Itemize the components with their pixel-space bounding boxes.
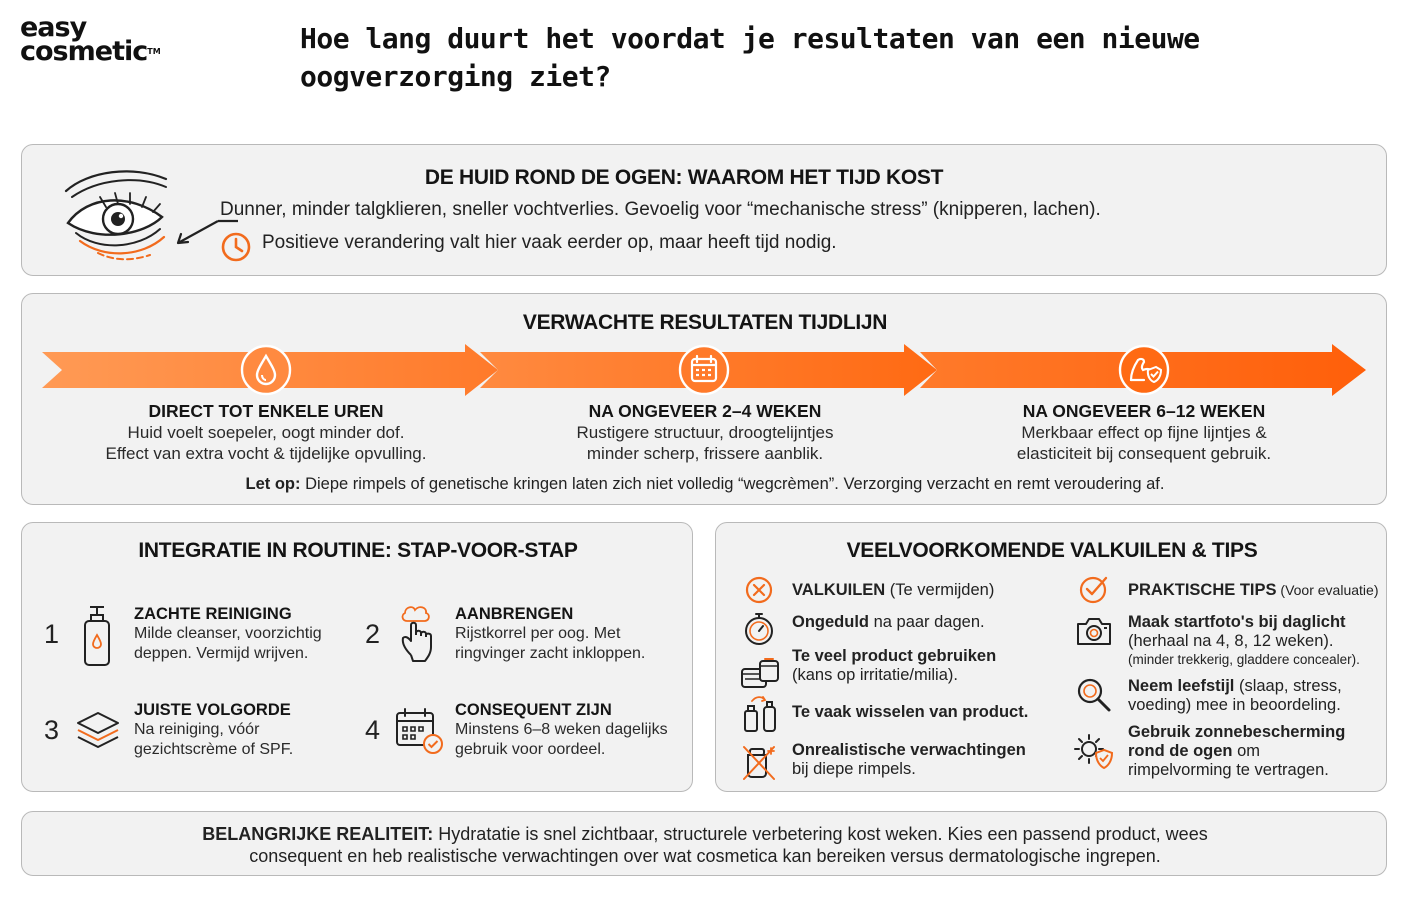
- step-4-number: 4: [365, 715, 381, 745]
- tip-1-line3: (minder trekkerig, gladdere concealer).: [1128, 652, 1360, 667]
- step-3-line2: gezichtscrème of SPF.: [134, 741, 294, 758]
- phase-1-title: DIRECT TOT ENKELE UREN: [148, 401, 384, 421]
- tips-sub: (Voor evaluatie): [1276, 582, 1379, 598]
- phase-2: [505, 401, 905, 464]
- clock-icon: [220, 231, 252, 263]
- step-1: [134, 605, 322, 664]
- layers-icon: [74, 709, 122, 753]
- skin-line2: Positieve verandering valt hier vaak eerder op, maar heeft tijd nodig.: [262, 232, 837, 253]
- timeline-note-text: Diepe rimpels of genetische kringen laten zich niet volledig “wegcrèmen”. Verzorging verzacht en remt veroudering af.: [300, 475, 1165, 493]
- bottles-swap-icon: [740, 695, 780, 735]
- phase-2-line2: minder scherp, frissere aanblik.: [586, 444, 824, 463]
- tip-2-bold: Neem leefstijl: [1128, 677, 1235, 695]
- step-1-line2: deppen. Vermijd wrijven.: [134, 645, 309, 662]
- step-3: [134, 701, 293, 760]
- check-circle-icon: [1078, 573, 1110, 605]
- eye-icon: [58, 157, 238, 267]
- pitfalls-head: VALKUILEN: [792, 581, 886, 599]
- tip-1-bold: Maak startfoto's bij daglicht: [1128, 613, 1346, 631]
- tips-panel: [715, 522, 1387, 792]
- step-4-line2: gebruik voor oordeel.: [455, 741, 606, 758]
- pitfall-2: [792, 647, 996, 685]
- pitfall-1-bold: Ongeduld: [792, 613, 869, 631]
- phase-1-line1: Huid voelt soepeler, oogt minder dof.: [127, 423, 405, 442]
- tip-3: [1128, 723, 1345, 780]
- timeline-title: VERWACHTE RESULTATEN TIJDLIJN: [522, 311, 888, 334]
- step-3-line1: Na reiniging, vóór: [134, 721, 260, 738]
- reality-line2: consequent en heb realistische verwachtingen over wat cosmetica kan bereiken versus dermatologische ingrepen.: [249, 846, 1161, 866]
- tip-1: [1128, 613, 1360, 669]
- step-4: [455, 701, 668, 760]
- timeline-panel: [21, 293, 1387, 505]
- skin-title: DE HUID ROND DE OGEN: WAAROM HET TIJD KOST: [424, 166, 944, 189]
- phase-3-line2: elasticiteit bij consequent gebruik.: [1016, 444, 1272, 463]
- step-2-line1: Rijstkorrel per oog. Met: [455, 625, 621, 642]
- tip-3-line3: rimpelvorming te vertragen.: [1128, 761, 1329, 779]
- tips-title: VEELVOORKOMENDE VALKUILEN & TIPS: [846, 539, 1258, 562]
- routine-panel: [21, 522, 693, 792]
- camera-icon: [1074, 615, 1114, 647]
- phase-1: [66, 401, 466, 464]
- cross-circle-icon: [744, 575, 774, 605]
- skin-line1: Dunner, minder talgklieren, sneller vochtverlies. Gevoelig voor “mechanische stress” (knipperen, lachen).: [220, 199, 1101, 220]
- jars-icon: [738, 655, 782, 691]
- pitfalls-sub: (Te vermijden): [885, 581, 995, 599]
- phase-3-line1: Merkbaar effect op fijne lijntjes &: [1021, 423, 1267, 442]
- step-3-title: JUISTE VOLGORDE: [134, 701, 291, 719]
- reality-line1: Hydratatie is snel zichtbaar, structurele verbetering kost weken. Kies een passend product, wees: [433, 824, 1208, 844]
- tip-2: [1128, 677, 1342, 715]
- routine-title: INTEGRATIE IN ROUTINE: STAP-VOOR-STAP: [138, 539, 578, 562]
- tip-2-line2: voeding) mee in beoordeling.: [1128, 696, 1341, 714]
- crossed-jar-icon: [740, 741, 780, 781]
- brand-line2: cosmetic: [20, 36, 148, 67]
- step-3-number: 3: [44, 715, 60, 745]
- brand-logo: [20, 12, 190, 67]
- tip-3-bold: Gebruik zonnebescherming: [1128, 723, 1346, 741]
- pump-bottle-icon: [80, 603, 112, 667]
- pitfall-3: [792, 703, 1028, 722]
- pitfall-4-bold: Onrealistische verwachtingen: [792, 741, 1026, 759]
- step-4-title: CONSEQUENT ZIJN: [455, 701, 612, 719]
- step-2: [455, 605, 645, 664]
- reality-panel: [21, 811, 1387, 876]
- phase-1-line2: Effect van extra vocht & tijdelijke opvulling.: [105, 444, 427, 463]
- pitfall-2-bold: Te veel product gebruiken: [792, 647, 997, 665]
- tip-1-line2: (herhaal na 4, 8, 12 weken).: [1128, 632, 1334, 650]
- phase-2-title: NA ONGEVEER 2–4 WEKEN: [588, 401, 822, 421]
- skin-panel: [21, 144, 1387, 276]
- timeline-note: [22, 475, 1388, 494]
- droplet-icon: [240, 344, 292, 396]
- pitfalls-header: [792, 581, 994, 600]
- step-2-title: AANBRENGEN: [455, 605, 574, 623]
- step-2-line2: ringvinger zacht inkloppen.: [455, 645, 646, 662]
- page-title: Hoe lang duurt het voordat je resultaten van een nieuwe oogverzorging ziet?: [300, 22, 1200, 93]
- pitfall-4: [792, 741, 1026, 779]
- pitfall-3-bold: Te vaak wisselen van product.: [792, 703, 1029, 721]
- pitfall-4-line2: bij diepe rimpels.: [792, 760, 916, 778]
- tips-header: [1128, 581, 1378, 600]
- arm-shield-icon: [1118, 344, 1170, 396]
- magnifier-icon: [1074, 675, 1114, 715]
- phase-3-title: NA ONGEVEER 6–12 WEKEN: [1022, 401, 1266, 421]
- sun-shield-icon: [1072, 729, 1116, 773]
- pitfall-1-rest: na paar dagen.: [869, 613, 985, 631]
- brand-line1: easy: [20, 12, 87, 43]
- step-2-number: 2: [365, 619, 381, 649]
- tip-3-bold2: rond de ogen: [1128, 742, 1233, 760]
- phase-3: [944, 401, 1344, 464]
- step-1-title: ZACHTE REINIGING: [134, 605, 292, 623]
- finger-tap-icon: [397, 603, 441, 665]
- phase-2-line1: Rustigere structuur, droogtelijntjes: [576, 423, 834, 442]
- tip-2-rest: (slaap, stress,: [1234, 677, 1342, 695]
- step-1-line1: Milde cleanser, voorzichtig: [134, 625, 322, 642]
- step-1-number: 1: [44, 619, 60, 649]
- timeline-note-label: Let op:: [245, 475, 301, 493]
- calendar-check-icon: [394, 707, 446, 757]
- reality-text: [22, 823, 1388, 867]
- tips-head: PRAKTISCHE TIPS: [1128, 581, 1277, 599]
- step-4-line1: Minstens 6–8 weken dagelijks: [455, 721, 668, 738]
- reality-label: BELANGRIJKE REALITEIT:: [202, 824, 434, 844]
- pitfall-2-line2: (kans op irritatie/milia).: [792, 666, 958, 684]
- tip-3-rest2: om: [1232, 742, 1261, 760]
- brand-tm: TM: [147, 47, 161, 56]
- stopwatch-icon: [742, 611, 776, 647]
- calendar-icon: [678, 344, 730, 396]
- pitfall-1: [792, 613, 985, 632]
